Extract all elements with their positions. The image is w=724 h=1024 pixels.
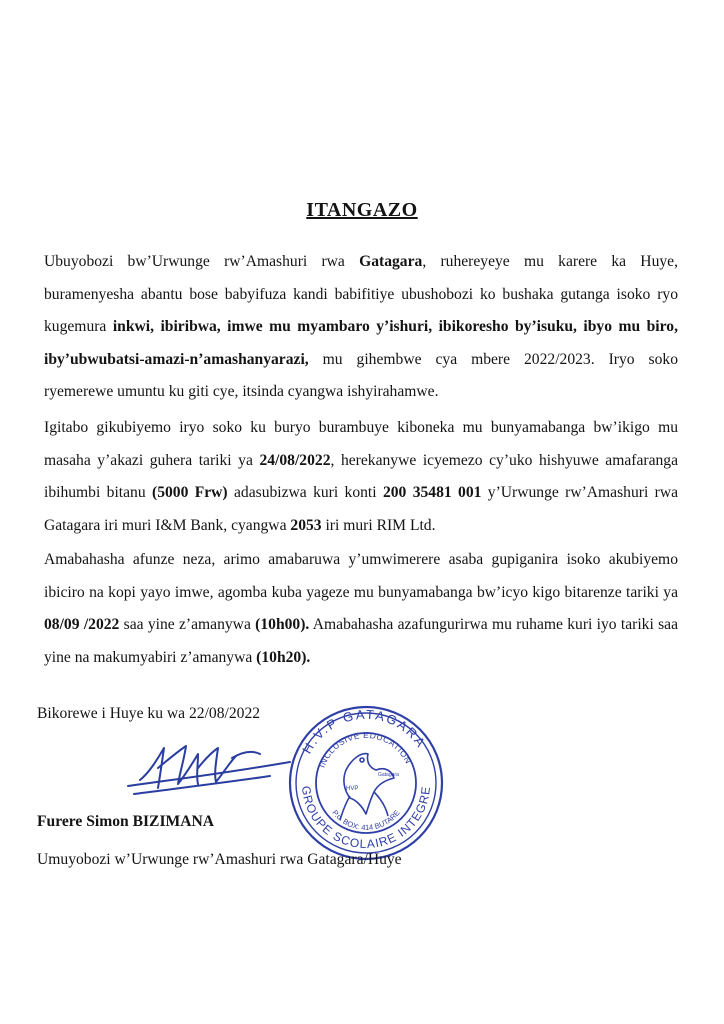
svg-text:INCLUSIVE EDUCATION: INCLUSIVE EDUCATION [316,729,414,769]
emphasized-text: 08/09 /2022 [44,616,120,633]
signer-name: Furere Simon BIZIMANA [37,813,215,830]
emphasized-text: 2053 [290,516,322,534]
emphasized-text: 200 35481 001 [382,484,482,501]
school-stamp [282,692,446,862]
paragraph-tender-announcement [44,246,678,409]
svg-text:P.o. BOX: 414 BUTARE: P.o. BOX: 414 BUTARE [330,808,402,833]
emphasized-text: (10h20). [256,648,311,666]
emphasized-text: inkwi, ibiribwa, imwe mu myambaro y’ishuri, ibikoresho by’isuku, ibyo mu biro, iby’ubwubatsi-amazi-n’amashanyarazi, [44,318,678,368]
body-text: Amabahasha azafungurirwa mu ruhame kuri iyo tariki saa yine na makumyabiri z’amanywa [44,616,678,666]
body-text: adasubizwa kuri konti [227,484,383,501]
emphasized-text: Gatagara [359,253,423,270]
body-text: Amabahasha afunze neza, arimo amabaruwa y’umwimerere asaba gupiganira isoko akubiyemo ibiciro na kopi yayo imwe, agomba kuba yageze mu bunyamabanga bw’icyo kigo bitarenze tariki ya [44,551,678,601]
svg-text:GROUPE SCOLAIRE INTEGRE: GROUPE SCOLAIRE INTEGRE [298,785,434,852]
signer-title: Umuyobozi w’Urwunge rw’Amashuri rwa Gatagara/Huye [37,851,402,868]
document-title: ITANGAZO [306,199,418,221]
svg-text:Gatagara: Gatagara [378,772,399,778]
emphasized-text: (5000 Frw) [152,484,228,501]
body-text: , herekanywe icyemezo cy’uko hishyuwe amafaranga ibihumbi bitanu [44,451,679,501]
body-text: y’Urwunge rw’Amashuri rwa Gatagara iri muri I&M Bank, cyangwa [44,484,679,534]
paragraph-submission-deadline [44,544,678,674]
place-date: Bikorewe i Huye ku wa 22/08/2022 [37,705,261,722]
emphasized-text: (10h00). [255,616,310,633]
body-text: saa yine z’amanywa [119,616,256,633]
emphasized-text: 24/08/2022 [259,451,331,469]
svg-text:H.V.P GATAGARA: H.V.P GATAGARA [299,706,430,757]
body-text: Igitabo gikubiyemo iryo soko ku buryo burambuye kiboneka mu bunyamabanga bw’ikigo mu masaha y’akazi guhera tariki ya [44,419,678,469]
body-text: , ruhereyeye mu karere ka Huye, buramenyesha abantu bose babyifuza kandi babifitiye ubushobozi ko bushaka gutanga isoko ryo kugemura [44,253,678,335]
body-text: mu gihembwe cya mbere 2022/2023. Iryo soko ryemerewe umuntu ku giti cye, itsinda cyangwa ishyirahamwe. [44,350,678,400]
body-text: Ubuyobozi bw’Urwunge rw’Amashuri rwa [44,253,360,270]
body-text: iri muri RIM Ltd. [321,516,436,534]
svg-text:HVP: HVP [346,786,359,792]
paragraph-tender-document [44,412,678,542]
